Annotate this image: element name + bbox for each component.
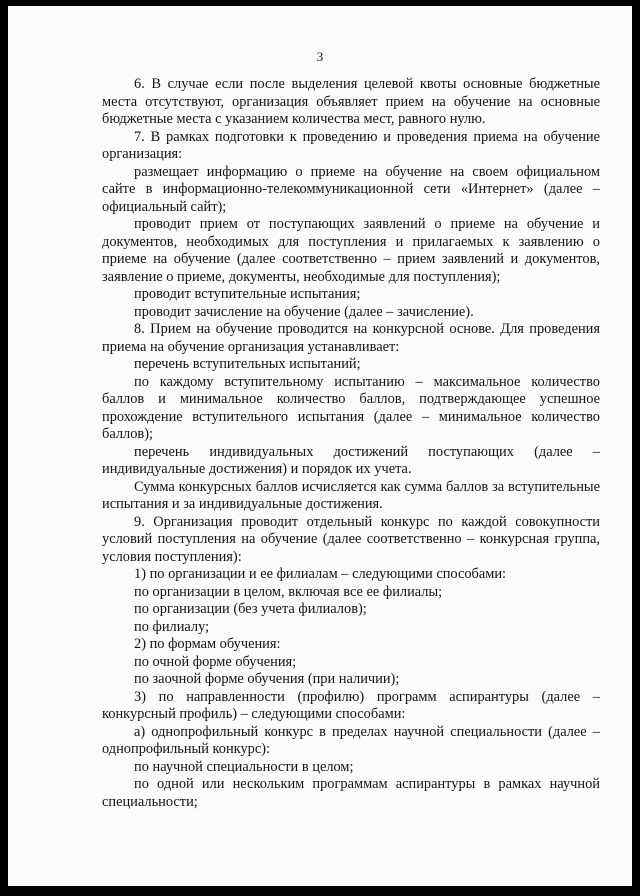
paragraph: 7. В рамках подготовки к проведению и проведения приема на обучение организация: xyxy=(102,128,600,162)
paragraph: по одной или нескольким программам аспирантуры в рамках научной специальности; xyxy=(102,776,600,810)
document-page xyxy=(8,6,632,886)
paragraph: 3) по направленности (профилю) программ аспирантуры (далее – конкурсный профиль) – следующими способами: xyxy=(102,688,600,722)
paragraph: 9. Организация проводит отдельный конкурс по каждой совокупности условий поступления на обучение (далее соответственно – конкурсная группа, условия поступления): xyxy=(102,513,600,565)
paragraph: а) однопрофильный конкурс в пределах научной специальности (далее – однопрофильный конкурс): xyxy=(102,723,600,757)
paragraph: по заочной форме обучения (при наличии); xyxy=(134,671,400,687)
paragraph: перечень индивидуальных достижений поступающих (далее – индивидуальные достижения) и порядок их учета. xyxy=(102,443,600,477)
paragraph: по каждому вступительному испытанию – максимальное количество баллов и минимальное количество баллов, подтверждающее успешное прохождение вступительного испытания (далее – минимальное количество баллов); xyxy=(102,373,600,442)
paragraph: 8. Прием на обучение проводится на конкурсной основе. Для проведения приема на обучение организация устанавливает: xyxy=(102,321,600,355)
page-number: 3 xyxy=(316,49,324,64)
paragraph: проводит прием от поступающих заявлений о приеме на обучение и документов, необходимых для поступления и прилагаемых к заявлению о приеме на обучение (далее соответственно – прием заявлений и документов, заявление о приеме, документы, необходимые для поступления); xyxy=(102,216,600,285)
paragraph: 6. В случае если после выделения целевой квоты основные бюджетные места отсутствуют, организация объявляет прием на обучение на основные бюджетные места с указанием количества мест, равного нулю. xyxy=(102,76,600,127)
paragraph: по организации (без учета филиалов); xyxy=(134,601,367,617)
paragraph: по очной форме обучения; xyxy=(134,653,297,670)
paragraph: Сумма конкурсных баллов исчисляется как сумма баллов за вступительные испытания и за индивидуальные достижения. xyxy=(102,478,600,512)
paragraph: проводит вступительные испытания; xyxy=(134,286,361,302)
paragraph: по филиалу; xyxy=(134,618,210,635)
paragraph: размещает информацию о приеме на обучение на своем официальном сайте в информационно-телекоммуникационной сети «Интернет» (далее – официальный сайт); xyxy=(102,163,600,215)
paragraph: по организации в целом, включая все ее филиалы; xyxy=(134,583,443,600)
paragraph: 2) по формам обучения: xyxy=(134,636,281,652)
paragraph: проводит зачисление на обучение (далее – зачисление). xyxy=(134,303,474,320)
paragraph: перечень вступительных испытаний; xyxy=(134,356,361,372)
paragraph: 1) по организации и ее филиалам – следующими способами: xyxy=(134,566,507,582)
document-body xyxy=(102,76,600,811)
paragraph: по научной специальности в целом; xyxy=(134,758,354,775)
